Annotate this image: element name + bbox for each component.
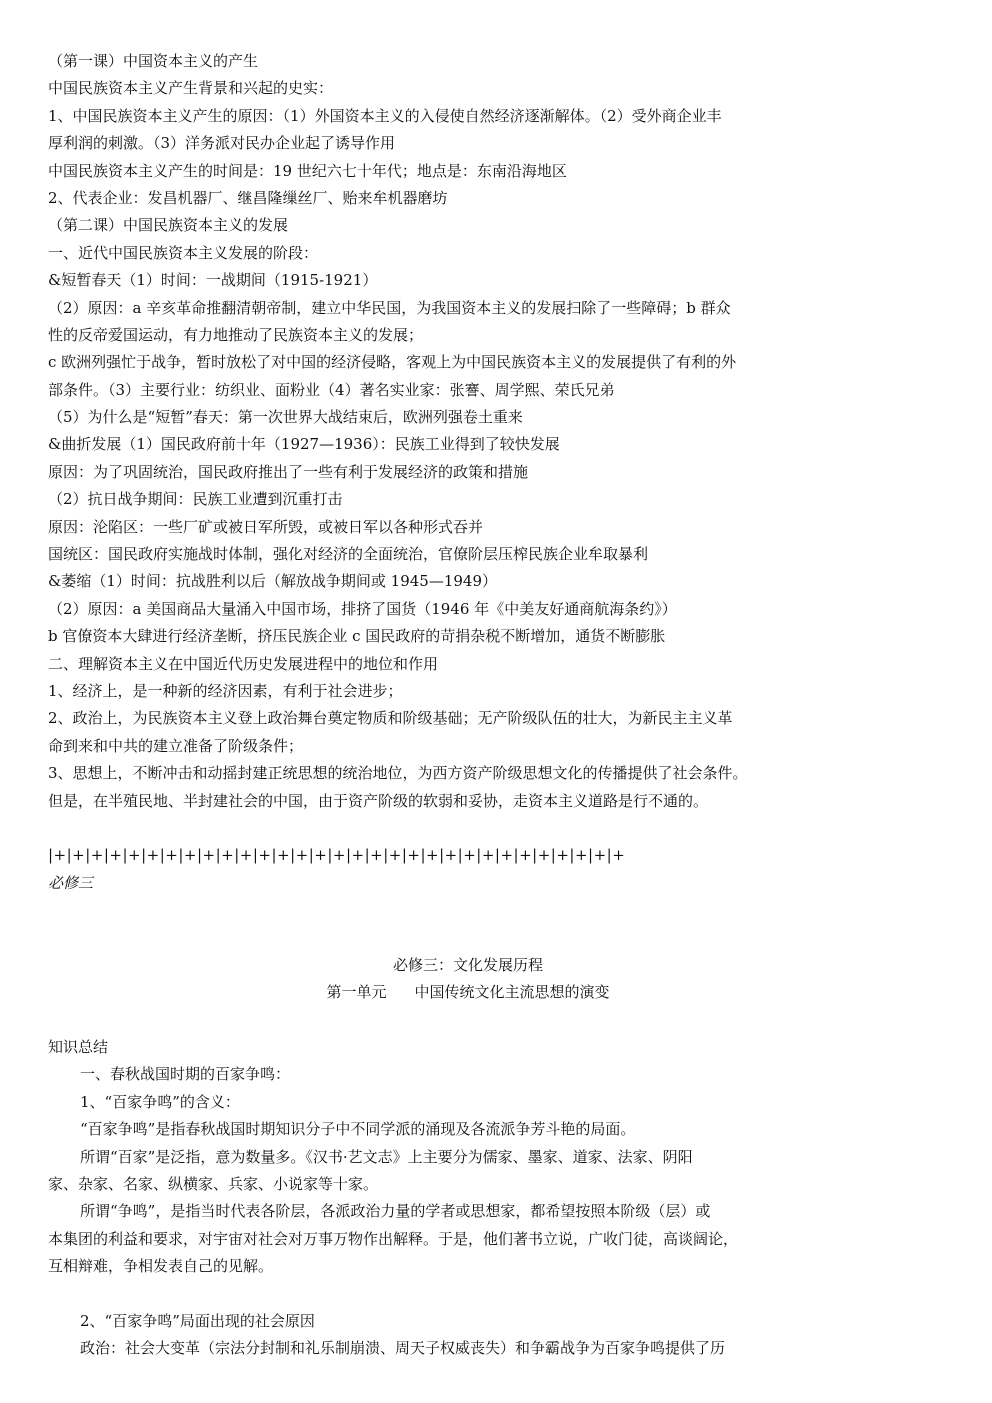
- text-line: 2、“百家争鸣”局面出现的社会原因: [80, 1311, 315, 1330]
- unit-name: 中国传统文化主流思想的演变: [414, 983, 610, 1002]
- spacer: [48, 1007, 948, 1034]
- text-line: &短暂春天（1）时间：一战期间（1915-1921）: [48, 271, 378, 290]
- text-line: 原因：沦陷区：一些厂矿或被日军所毁，或被日军以各种形式吞并: [48, 517, 484, 536]
- text-line: 互相辩难，争相发表自己的见解。: [48, 1257, 274, 1276]
- text-line: 政治：社会大变革（宗法分封制和礼乐制崩溃、周天子权威丧失）和争霸战争为百家争鸣提供了历: [80, 1339, 726, 1358]
- text-line: 1、中国民族资本主义产生的原因：（1）外国资本主义的入侵使自然经济逐渐解体。（2）受外商企业丰: [48, 106, 722, 125]
- text-line: 中国民族资本主义产生背景和兴起的史实：: [48, 79, 334, 98]
- text-line: &萎缩（1）时间：抗战胜利以后（解放战争期间或 1945—1949）: [48, 572, 498, 591]
- text-line: 部条件。（3）主要行业：纺织业、面粉业（4）著名实业家：张謇、周学熙、荣氏兄弟: [48, 380, 615, 399]
- unit-title: [48, 979, 948, 1006]
- text-line: 原因：为了巩固统治，国民政府推出了一些有利于发展经济的政策和措施: [48, 462, 529, 481]
- text-line: &曲折发展（1）国民政府前十年（1927—1936）：民族工业得到了较快发展: [48, 435, 560, 454]
- document-page: [48, 48, 948, 1363]
- text-line: 本集团的利益和要求，对宇宙对社会对万事万物作出解释。于是，他们著书立说，广收门徒，高谈阔论，: [48, 1229, 739, 1248]
- section-label: 必修三: [48, 873, 94, 892]
- text-line: （2）原因：a 美国商品大量涌入中国市场，排挤了国货（1946 年《中美友好通商航海条约》）: [48, 599, 677, 618]
- text-line: 3、思想上，不断冲击和动摇封建正统思想的统治地位，为西方资产阶级思想文化的传播提供了社会条件。: [48, 764, 748, 783]
- section-capitalism: [48, 48, 948, 815]
- text-line: b 官僚资本大肆进行经济垄断，挤压民族企业 c 国民政府的苛捐杂税不断增加，通货不断膨胀: [48, 627, 666, 646]
- text-line: 1、“百家争鸣”的含义：: [80, 1092, 240, 1111]
- separator-line: |+|+|+|+|+|+|+|+|+|+|+|+|+|+|+|+|+|+|+|+|+|+|+|+|+|+|+|+|+|+|+: [48, 846, 626, 865]
- text-line: 国统区：国民政府实施战时体制，强化对经济的全面统治，官僚阶层压榨民族企业牟取暴利: [48, 545, 649, 564]
- text-line: 厚利润的刺激。（3）洋务派对民办企业起了诱导作用: [48, 134, 396, 153]
- text-line: （第一课）中国资本主义的产生: [48, 52, 259, 70]
- text-line: 二、理解资本主义在中国近代历史发展进程中的地位和作用: [48, 654, 439, 673]
- text-line: 一、春秋战国时期的百家争鸣：: [80, 1065, 291, 1084]
- unit-number: 第一单元: [326, 983, 387, 1002]
- spacer: [48, 815, 948, 842]
- summary-heading: 知识总结: [48, 1038, 109, 1057]
- text-line: 但是，在半殖民地、半封建社会的中国，由于资产阶级的软弱和妥协，走资本主义道路是行不通的。: [48, 791, 709, 810]
- text-line: 命到来和中共的建立准备了阶级条件；: [48, 736, 304, 755]
- text-line: 2、代表企业：发昌机器厂、继昌隆缫丝厂、贻来牟机器磨坊: [48, 188, 448, 207]
- text-line: （5）为什么是“短暂”春天：第一次世界大战结束后，欧洲列强卷土重来: [48, 408, 523, 427]
- text-line: 家、杂家、名家、纵横家、兵家、小说家等十家。: [48, 1175, 379, 1194]
- spacer: [48, 1281, 948, 1308]
- page-title: 必修三：文化发展历程: [392, 955, 543, 974]
- text-line: 1、经济上，是一种新的经济因素，有利于社会进步；: [48, 681, 403, 700]
- text-line: （2）原因：a 辛亥革命推翻清朝帝制，建立中华民国，为我国资本主义的发展扫除了一些障碍；b 群众: [48, 298, 731, 317]
- section-social-causes: [48, 1308, 948, 1363]
- text-line: （2）抗日战争期间：民族工业遭到沉重打击: [48, 490, 343, 509]
- text-line: 所谓“争鸣”，是指当时代表各阶层，各派政治力量的学者或思想家，都希望按照本阶级（层）或: [80, 1202, 711, 1221]
- text-line: （第二课）中国民族资本主义的发展: [48, 216, 289, 235]
- spacer: [48, 897, 948, 924]
- text-line: 所谓“百家”是泛指，意为数量多。《汉书·艺文志》上主要分为儒家、墨家、道家、法家、阴阳: [80, 1147, 693, 1166]
- spacer: [48, 925, 948, 952]
- text-line: 一、近代中国民族资本主义发展的阶段：: [48, 243, 319, 262]
- text-line: 性的反帝爱国运动，有力地推动了民族资本主义的发展；: [48, 325, 424, 344]
- text-line: “百家争鸣”是指春秋战国时期知识分子中不同学派的涌现及各流派争芳斗艳的局面。: [80, 1120, 636, 1139]
- text-line: 2、政治上，为民族资本主义登上政治舞台奠定物质和阶级基础；无产阶级队伍的壮大，为新民主主义革: [48, 709, 733, 728]
- text-line: c 欧洲列强忙于战争，暂时放松了对中国的经济侵略，客观上为中国民族资本主义的发展提供了有利的外: [48, 353, 737, 372]
- section-hundred-schools: [48, 1061, 948, 1280]
- text-line: 中国民族资本主义产生的时间是：19 世纪六七十年代；地点是：东南沿海地区: [48, 161, 567, 180]
